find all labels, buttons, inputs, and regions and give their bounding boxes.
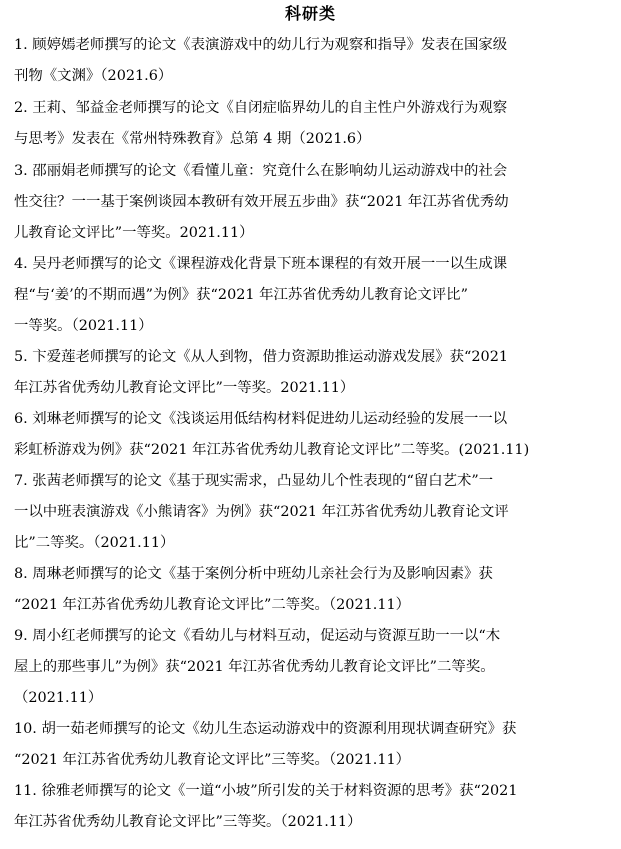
- item-line: “2021 年江苏省优秀幼儿教育论文评比”二等奖。（2021.11）: [14, 597, 411, 613]
- item-line: 一以中班表演游戏《小熊请客》为例》获“2021 年江苏省优秀幼儿教育论文评: [14, 504, 509, 520]
- list-item: [14, 466, 614, 559]
- list-item: [14, 776, 614, 838]
- item-line: 4. 吴丹老师撰写的论文《课程游戏化背景下班本课程的有效开展一一以生成课: [14, 256, 508, 272]
- item-line: 年江苏省优秀幼儿教育论文评比”三等奖。（2021.11）: [14, 814, 362, 830]
- list-item: [14, 404, 614, 466]
- item-line: 8. 周琳老师撰写的论文《基于案例分析中班幼儿亲社会行为及影响因素》获: [14, 566, 493, 582]
- item-line: 11. 徐雅老师撰写的论文《一道“小坡”所引发的关于材料资源的思考》获“2021: [14, 783, 518, 799]
- item-line: 彩虹桥游戏为例》获“2021 年江苏省优秀幼儿教育论文评比”二等奖。(2021.11): [14, 442, 530, 458]
- list-item: [14, 30, 614, 92]
- list-item: [14, 249, 614, 342]
- item-line: “2021 年江苏省优秀幼儿教育论文评比”三等奖。（2021.11）: [14, 752, 411, 768]
- item-line: 1. 顾婷嫣老师撰写的论文《表演游戏中的幼儿行为观察和指导》发表在国家级: [14, 37, 508, 53]
- item-line: 刊物《文渊》（2021.6）: [14, 68, 173, 84]
- item-line: 性交往？一一基于案例谈园本教研有效开展五步曲》获“2021 年江苏省优秀幼: [14, 194, 509, 210]
- item-line: 比”二等奖。（2021.11）: [14, 535, 175, 551]
- list-item: [14, 93, 614, 155]
- item-line: 2. 王莉、邹益金老师撰写的论文《自闭症临界幼儿的自主性户外游戏行为观察: [14, 100, 508, 116]
- item-line: 5. 卞爱莲老师撰写的论文《从人到物，借力资源助推运动游戏发展》获“2021: [14, 349, 509, 365]
- item-line: 3. 邵丽娟老师撰写的论文《看懂儿童：究竟什么在影响幼儿运动游戏中的社会: [14, 163, 508, 179]
- list-item: [14, 156, 614, 249]
- list-item: [14, 559, 614, 621]
- item-line: 程“与‘姜’的不期而遇”为例》获“2021 年江苏省优秀幼儿教育论文评比”: [14, 287, 468, 303]
- item-line: 与思考》发表在《常州特殊教育》总第 4 期（2021.6）: [14, 131, 371, 147]
- section-title: 科研类: [284, 4, 336, 23]
- item-line: 一等奖。（2021.11）: [14, 318, 153, 334]
- item-line: 9. 周小红老师撰写的论文《看幼儿与材料互动，促运动与资源互助一一以“木: [14, 628, 501, 644]
- list-item: [14, 342, 614, 404]
- item-line: 10. 胡一茹老师撰写的论文《幼儿生态运动游戏中的资源利用现状调查研究》获: [14, 721, 517, 737]
- item-line: （2021.11）: [14, 690, 103, 706]
- item-line: 7. 张茜老师撰写的论文《基于现实需求，凸显幼儿个性表现的“留白艺术”一: [14, 473, 494, 489]
- item-line: 6. 刘琳老师撰写的论文《浅谈运用低结构材料促进幼儿运动经验的发展一一以: [14, 411, 508, 427]
- list-item: [14, 621, 614, 714]
- item-line: 儿教育论文评比”一等奖。2021.11）: [14, 225, 254, 241]
- list-item: [14, 714, 614, 776]
- item-line: 屋上的那些事儿”为例》获“2021 年江苏省优秀幼儿教育论文评比”二等奖。: [14, 659, 495, 675]
- item-line: 年江苏省优秀幼儿教育论文评比”一等奖。2021.11）: [14, 380, 355, 396]
